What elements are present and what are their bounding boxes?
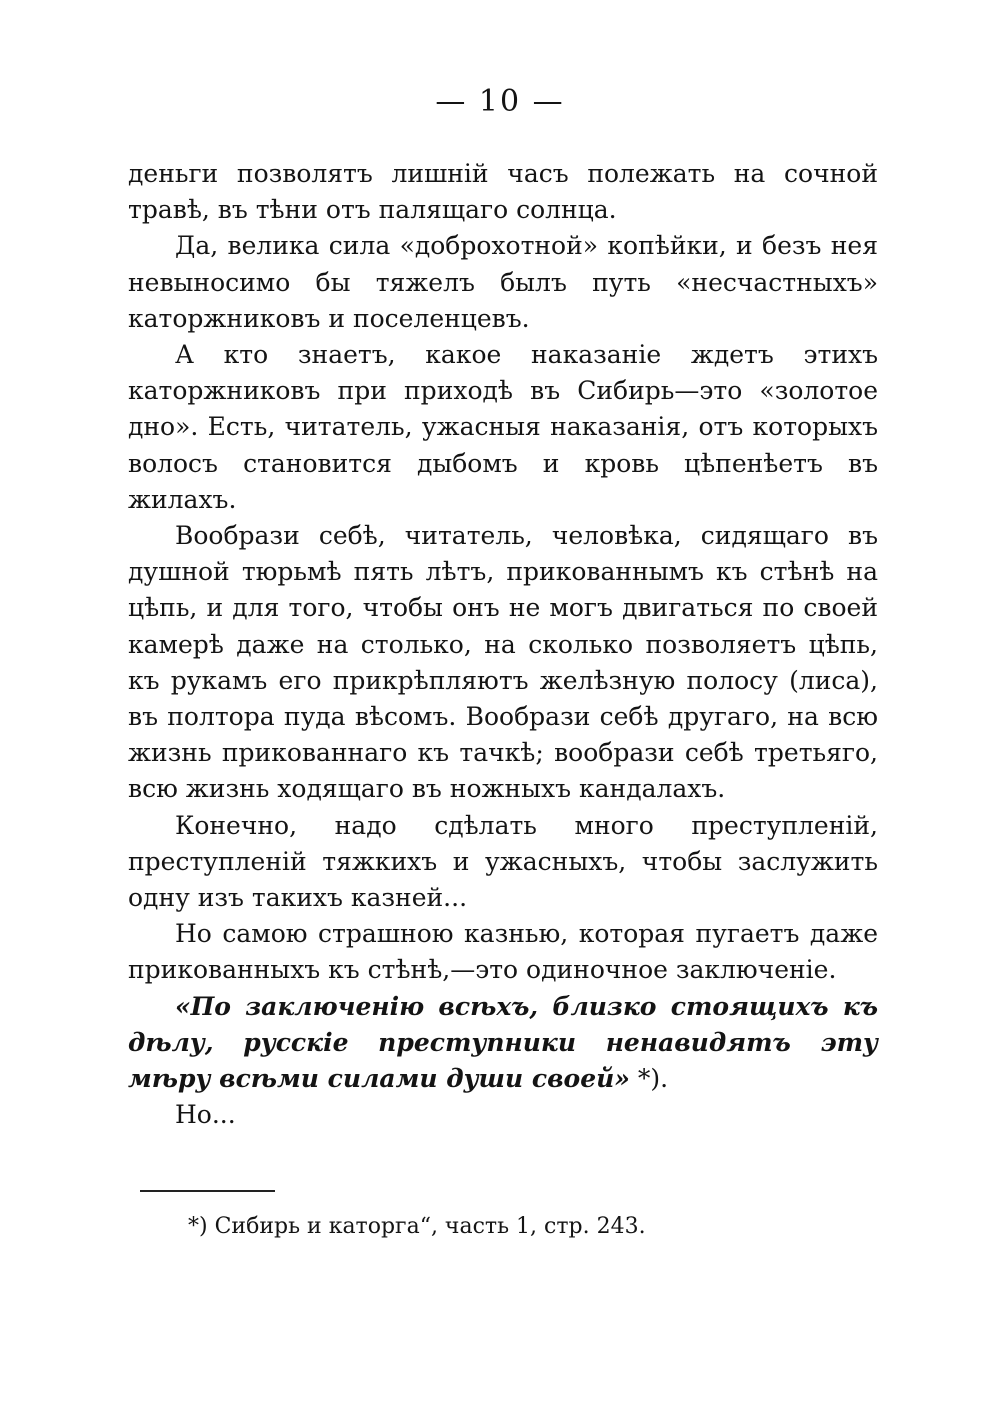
footnote-divider [140, 1190, 275, 1192]
main-text [128, 156, 878, 1133]
paragraph-6: Но самою страшною казнью, которая пугаетъ даже прикованныхъ къ стѣнѣ,—это одиночное заключеніе. [128, 919, 878, 985]
paragraph-1: деньги позволятъ лишній часъ полежать на сочной травѣ, въ тѣни отъ палящаго солнца. [128, 159, 878, 225]
paragraph-4: Вообрази себѣ, читатель, человѣка, сидящаго въ душной тюрьмѣ пять лѣтъ, прикованнымъ къ стѣнѣ на цѣпь, и для того, чтобы онъ не могъ двигаться по своей камерѣ даже на столько, на сколько позволяетъ цѣпь, къ рукамъ его прикрѣпляютъ желѣзную полосу (лиса), въ полтора пуда вѣсомъ. Вообрази себѣ другаго, на всю жизнь прикованнаго къ тачкѣ; вообрази себѣ третьяго, всю жизнь ходящаго въ ножныхъ кандалахъ. [128, 521, 878, 804]
footnote-reference: *). [629, 1064, 669, 1094]
quote-text: «По заключенію всѣхъ, близко стоящихъ къ дѣлу, русскіе преступники ненавидятъ эту мѣру всѣми силами души своей» [128, 991, 878, 1094]
quote-paragraph [128, 989, 878, 1098]
paragraph-closing: Но... [175, 1100, 236, 1130]
paragraph-3: А кто знаетъ, какое наказаніе ждетъ этихъ каторжниковъ при приходѣ въ Сибирь—это «золотое дно». Есть, читатель, ужасныя наказанія, отъ которыхъ волосъ становится дыбомъ и кровь цѣпенѣетъ въ жилахъ. [128, 340, 878, 514]
paragraph-5: Конечно, надо сдѣлать много преступленій, преступленій тяжкихъ и ужасныхъ, чтобы заслужить одну изъ такихъ казней... [128, 810, 878, 913]
paragraph-2: Да, велика сила «доброхотной» копѣйки, и безъ нея невыносимо бы тяжелъ былъ путь «несчастныхъ» каторжниковъ и поселенцевъ. [128, 231, 878, 333]
page-number: — 10 — [435, 84, 565, 119]
footnote: *) Сибирь и каторга“, часть 1, стр. 243. [188, 1214, 646, 1239]
